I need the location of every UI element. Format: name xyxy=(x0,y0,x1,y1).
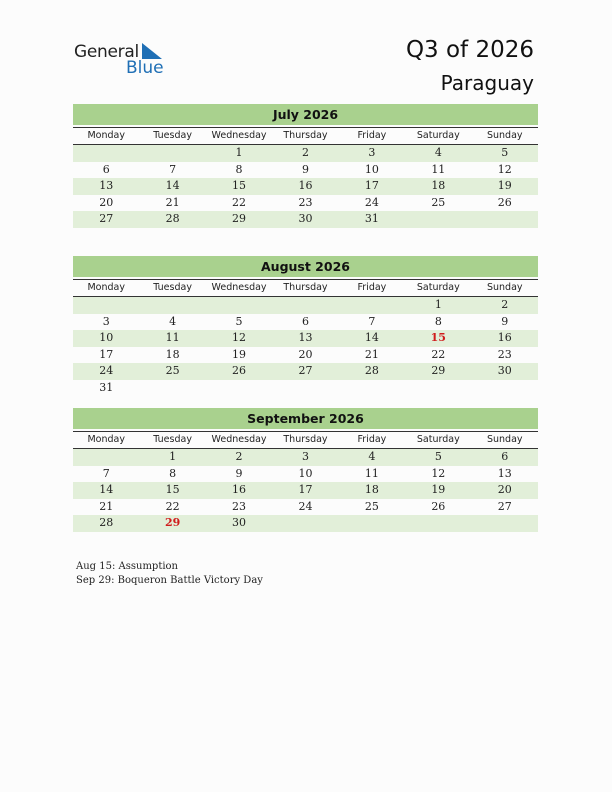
day-cell: 23 xyxy=(497,347,512,361)
day-cell: 23 xyxy=(298,195,313,209)
day-cell: 22 xyxy=(232,195,247,209)
day-cell: 5 xyxy=(501,146,509,159)
day-cell: 20 xyxy=(298,347,313,361)
day-cell: 3 xyxy=(102,314,110,328)
month-calendar xyxy=(73,408,538,532)
day-cell: 28 xyxy=(99,516,114,529)
day-cell xyxy=(272,297,338,314)
day-cell xyxy=(405,515,471,532)
day-cell: 6 xyxy=(301,314,309,328)
day-cell: 18 xyxy=(431,179,446,192)
day-cell: 2 xyxy=(501,298,509,311)
week-row xyxy=(73,466,538,483)
day-cell: 10 xyxy=(364,162,379,176)
country-name: Paraguay xyxy=(440,71,534,95)
day-cell xyxy=(206,380,272,397)
day-cell xyxy=(472,380,538,397)
day-cell: 16 xyxy=(232,483,247,496)
day-cell: 15 xyxy=(232,179,247,192)
day-cell xyxy=(139,380,205,397)
weekday-label: Tuesday xyxy=(153,282,192,293)
day-cell: 9 xyxy=(301,162,309,176)
day-cell: 20 xyxy=(99,195,114,209)
day-cell xyxy=(272,515,338,532)
day-cell: 4 xyxy=(169,314,177,328)
day-cell xyxy=(339,515,405,532)
logo-general-text: General xyxy=(74,42,139,62)
day-cell: 11 xyxy=(364,466,379,480)
day-cell: 17 xyxy=(364,179,379,192)
day-cell: 11 xyxy=(165,331,180,344)
day-cell: 28 xyxy=(364,364,379,377)
day-cell: 25 xyxy=(431,195,446,209)
week-row xyxy=(73,347,538,364)
weekday-label: Sunday xyxy=(486,434,523,445)
day-cell: 16 xyxy=(497,331,512,344)
day-cell: 28 xyxy=(165,212,180,225)
week-row xyxy=(73,330,538,347)
holiday-note: Aug 15: Assumption xyxy=(76,561,179,572)
day-cell: 26 xyxy=(431,499,446,513)
day-cell: 25 xyxy=(165,364,180,377)
day-cell: 1 xyxy=(434,298,442,311)
weekday-label: Saturday xyxy=(416,434,460,445)
weekday-label: Sunday xyxy=(486,130,523,141)
day-cell: 26 xyxy=(497,195,512,209)
weekday-label: Wednesday xyxy=(211,434,267,445)
day-cell: 12 xyxy=(232,331,247,344)
month-title: September 2026 xyxy=(73,408,538,429)
day-cell: 8 xyxy=(235,162,243,176)
day-cell: 11 xyxy=(431,162,446,176)
weekday-header-row xyxy=(73,431,538,449)
day-cell: 12 xyxy=(431,466,446,480)
day-cell: 22 xyxy=(431,347,446,361)
day-cell: 17 xyxy=(99,347,114,361)
day-cell xyxy=(472,515,538,532)
day-cell: 7 xyxy=(368,314,376,328)
day-cell: 7 xyxy=(102,466,110,480)
page-title: Q3 of 2026 xyxy=(405,37,534,63)
day-cell: 24 xyxy=(364,195,379,209)
week-row xyxy=(73,499,538,516)
day-cell: 19 xyxy=(232,347,247,361)
week-row xyxy=(73,482,538,499)
day-cell: 29 xyxy=(232,212,247,225)
day-cell: 16 xyxy=(298,179,313,192)
weekday-label: Monday xyxy=(87,130,125,141)
day-cell: 13 xyxy=(497,466,512,480)
weekday-label: Sunday xyxy=(486,282,523,293)
weekday-label: Friday xyxy=(357,282,387,293)
day-cell: 13 xyxy=(298,331,313,344)
day-cell: 4 xyxy=(368,450,376,463)
day-cell: 14 xyxy=(364,331,379,344)
month-title: August 2026 xyxy=(73,256,538,277)
weekday-label: Wednesday xyxy=(211,130,267,141)
day-cell xyxy=(139,145,205,162)
week-row xyxy=(73,162,538,179)
day-cell: 27 xyxy=(497,499,512,513)
day-cell: 12 xyxy=(497,162,512,176)
day-cell: 4 xyxy=(434,146,442,159)
month-calendar xyxy=(73,104,538,228)
weekday-label: Tuesday xyxy=(153,434,192,445)
holiday-day-cell: 29 xyxy=(164,516,181,529)
day-cell: 18 xyxy=(165,347,180,361)
day-cell: 30 xyxy=(298,212,313,225)
week-row xyxy=(73,211,538,228)
day-cell: 23 xyxy=(232,499,247,513)
day-cell: 5 xyxy=(434,450,442,463)
week-row xyxy=(73,195,538,212)
weekday-header-row xyxy=(73,127,538,145)
day-cell xyxy=(339,380,405,397)
day-cell: 21 xyxy=(364,347,379,361)
day-cell: 27 xyxy=(298,364,313,377)
day-cell xyxy=(73,449,139,466)
day-cell: 26 xyxy=(232,364,247,377)
weekday-header-row xyxy=(73,279,538,297)
day-cell: 1 xyxy=(235,146,243,159)
day-cell xyxy=(405,380,471,397)
week-row xyxy=(73,380,538,397)
weekday-label: Tuesday xyxy=(153,130,192,141)
weekday-label: Thursday xyxy=(283,282,328,293)
month-title: July 2026 xyxy=(73,104,538,125)
day-cell: 31 xyxy=(99,380,114,394)
day-cell: 14 xyxy=(165,179,180,192)
day-cell: 29 xyxy=(431,364,446,377)
day-cell: 5 xyxy=(235,314,243,328)
day-cell: 24 xyxy=(99,364,114,377)
day-cell: 10 xyxy=(99,331,114,344)
day-cell xyxy=(206,297,272,314)
day-cell: 21 xyxy=(99,499,114,513)
logo-triangle-icon xyxy=(142,43,162,59)
weekday-label: Monday xyxy=(87,434,125,445)
day-cell: 10 xyxy=(298,466,313,480)
day-cell xyxy=(405,211,471,228)
day-cell: 19 xyxy=(497,179,512,192)
day-cell: 18 xyxy=(364,483,379,496)
week-row xyxy=(73,297,538,314)
day-cell: 20 xyxy=(497,483,512,496)
day-cell xyxy=(339,297,405,314)
day-cell: 6 xyxy=(102,162,110,176)
week-row xyxy=(73,145,538,162)
day-cell xyxy=(472,211,538,228)
day-cell xyxy=(73,297,139,314)
day-cell: 9 xyxy=(235,466,243,480)
day-cell: 15 xyxy=(165,483,180,496)
day-cell: 17 xyxy=(298,483,313,496)
day-cell: 9 xyxy=(501,314,509,328)
day-cell: 24 xyxy=(298,499,313,513)
day-cell: 2 xyxy=(235,450,243,463)
day-cell: 7 xyxy=(169,162,177,176)
day-cell xyxy=(73,145,139,162)
week-row xyxy=(73,178,538,195)
week-row xyxy=(73,515,538,532)
day-cell: 22 xyxy=(165,499,180,513)
day-cell: 3 xyxy=(368,146,376,159)
holiday-day-cell: 15 xyxy=(430,331,446,344)
day-cell: 30 xyxy=(232,516,247,529)
weekday-label: Thursday xyxy=(283,130,328,141)
weekday-label: Monday xyxy=(87,282,125,293)
day-cell: 6 xyxy=(501,450,509,463)
day-cell: 8 xyxy=(169,466,177,480)
day-cell: 8 xyxy=(434,314,442,328)
holiday-notes xyxy=(76,560,263,587)
day-cell: 30 xyxy=(497,364,512,377)
weekday-label: Friday xyxy=(357,130,387,141)
week-row xyxy=(73,314,538,331)
day-cell: 21 xyxy=(165,195,180,209)
day-cell: 31 xyxy=(364,212,379,225)
day-cell: 14 xyxy=(99,483,114,496)
day-cell: 27 xyxy=(99,212,114,225)
day-cell: 25 xyxy=(364,499,379,513)
day-cell xyxy=(139,297,205,314)
weekday-label: Friday xyxy=(357,434,387,445)
day-cell: 3 xyxy=(301,450,309,463)
month-calendar xyxy=(73,256,538,396)
day-cell xyxy=(272,380,338,397)
day-cell: 1 xyxy=(169,450,177,463)
weekday-label: Wednesday xyxy=(211,282,267,293)
holiday-note: Sep 29: Boqueron Battle Victory Day xyxy=(76,574,263,586)
day-cell: 19 xyxy=(431,483,446,496)
day-cell: 13 xyxy=(99,179,114,192)
week-row xyxy=(73,449,538,466)
day-cell: 2 xyxy=(301,146,309,159)
weekday-label: Saturday xyxy=(416,130,460,141)
weekday-label: Saturday xyxy=(416,282,460,293)
week-row xyxy=(73,363,538,380)
logo-blue-text: Blue xyxy=(126,58,164,78)
weekday-label: Thursday xyxy=(283,434,328,445)
